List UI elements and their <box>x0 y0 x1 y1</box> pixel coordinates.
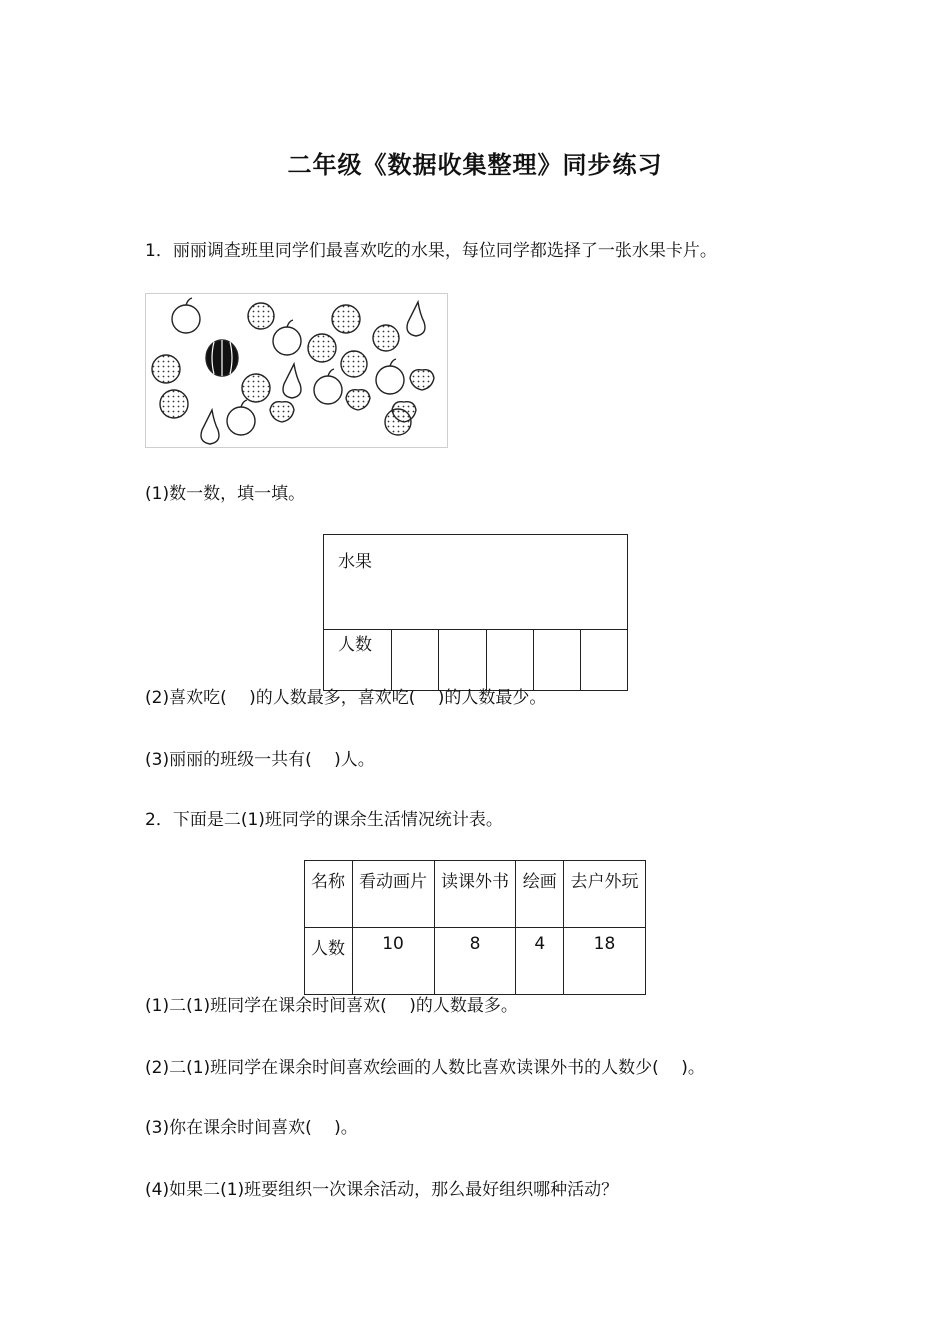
count-cell: 10 <box>352 928 434 995</box>
fruit-cards-illustration <box>146 294 447 447</box>
orange-icon <box>152 355 180 383</box>
question-1-part-3: (3)丽丽的班级一共有( )人。 <box>145 750 375 770</box>
blank-cell[interactable] <box>392 630 439 691</box>
apple-icon <box>227 400 255 435</box>
column-header: 去户外玩 <box>564 861 646 928</box>
orange-icon <box>242 374 270 402</box>
strawberry-icon <box>410 370 434 390</box>
question-2-part-1: (1)二(1)班同学在课余时间喜欢( )的人数最多。 <box>145 996 518 1016</box>
count-label-cell: 人数 <box>324 630 392 691</box>
orange-icon <box>308 334 336 362</box>
watermelon-icon <box>206 340 238 376</box>
pear-icon <box>407 302 425 336</box>
blank-cell[interactable] <box>580 630 627 691</box>
question-1-part-2: (2)喜欢吃( )的人数最多，喜欢吃( )的人数最少。 <box>145 688 547 708</box>
question-1-stem: 1．丽丽调查班里同学们最喜欢吃的水果，每位同学都选择了一张水果卡片。 <box>145 241 717 261</box>
question-2-stem: 2．下面是二(1)班同学的课余生活情况统计表。 <box>145 810 503 830</box>
page-title: 二年级《数据收集整理》同步练习 <box>287 151 663 179</box>
question-1-part-1: (1)数一数，填一填。 <box>145 484 306 504</box>
apple-icon <box>273 320 301 355</box>
orange-icon <box>373 325 399 351</box>
apple-icon <box>376 359 404 394</box>
apple-icon <box>314 369 342 404</box>
activity-stats-table <box>304 860 646 995</box>
strawberry-icon <box>270 402 294 422</box>
count-label-cell: 人数 <box>305 928 353 995</box>
count-cell: 4 <box>516 928 564 995</box>
fruit-cards-picture <box>145 293 448 448</box>
orange-icon <box>248 303 274 329</box>
fruit-count-table <box>323 534 628 691</box>
question-2-part-2: (2)二(1)班同学在课余时间喜欢绘画的人数比喜欢读课外书的人数少( )。 <box>145 1058 705 1078</box>
column-header: 看动画片 <box>352 861 434 928</box>
orange-icon <box>160 390 188 418</box>
blank-cell[interactable] <box>533 630 580 691</box>
column-header: 读课外书 <box>434 861 516 928</box>
count-cell: 18 <box>564 928 646 995</box>
orange-icon <box>341 351 367 377</box>
question-2-part-3: (3)你在课余时间喜欢( )。 <box>145 1118 358 1138</box>
count-cell: 8 <box>434 928 516 995</box>
fruit-header-cell: 水果 <box>324 535 628 630</box>
column-header: 绘画 <box>516 861 564 928</box>
pear-icon <box>201 410 219 444</box>
blank-cell[interactable] <box>486 630 533 691</box>
pear-icon <box>283 364 301 398</box>
question-2-part-4: (4)如果二(1)班要组织一次课余活动，那么最好组织哪种活动？ <box>145 1180 619 1200</box>
orange-icon <box>332 305 360 333</box>
name-label-cell: 名称 <box>305 861 353 928</box>
blank-cell[interactable] <box>439 630 486 691</box>
strawberry-icon <box>346 390 370 410</box>
apple-icon <box>172 298 200 333</box>
